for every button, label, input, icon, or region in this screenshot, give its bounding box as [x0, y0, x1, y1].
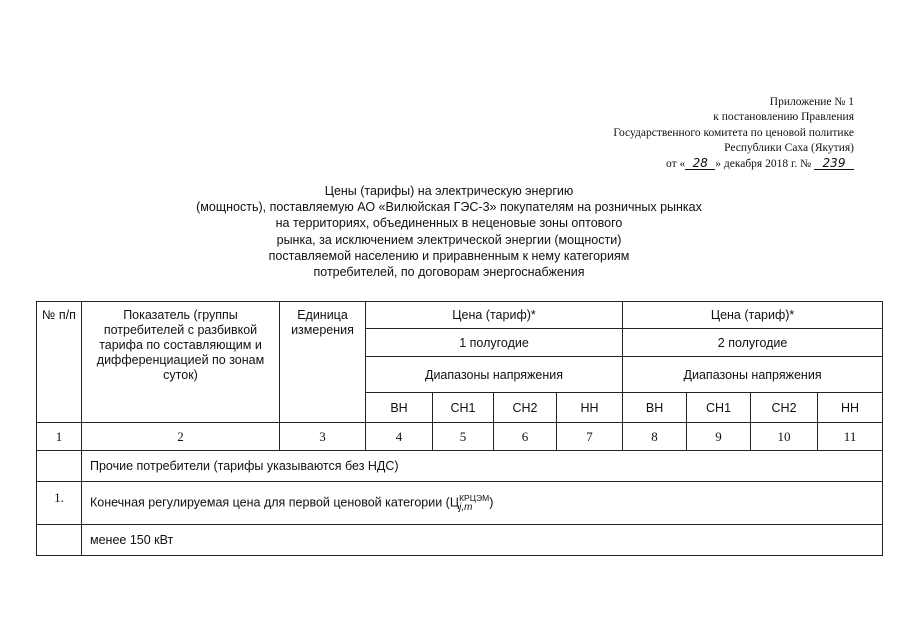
column-number: 4	[366, 423, 433, 451]
column-number: 10	[751, 423, 818, 451]
header-voltage: СН2	[494, 393, 557, 423]
title-line: рынка, за исключением электрической энергии (мощности)	[276, 232, 622, 247]
appendix-republic: Республики Саха (Якутия)	[724, 142, 854, 155]
date-middle: » декабря 2018 г. №	[715, 157, 812, 170]
formula-close: )	[489, 495, 494, 510]
price-formula	[459, 494, 489, 512]
column-number: 2	[82, 423, 280, 451]
column-number: 7	[557, 423, 623, 451]
header-indicator: Показатель (группы потребителей с разбивкой тарифа по составляющим и дифференциацией по зонам суток)	[82, 302, 280, 423]
appendix-header	[613, 95, 854, 172]
tariff-table	[36, 301, 883, 556]
row-final-price-first-category	[82, 482, 883, 525]
appendix-resolution: к постановлению Правления	[713, 111, 854, 124]
title-line: поставляемой населению и приравненным к нему категориям	[268, 248, 630, 263]
row-num	[37, 451, 82, 482]
handwritten-day: 28	[685, 157, 715, 170]
table-row	[37, 482, 883, 525]
column-number: 1	[37, 423, 82, 451]
appendix-title: Приложение № 1	[769, 96, 854, 108]
row-num	[37, 525, 82, 556]
header-voltage: НН	[818, 393, 883, 423]
header-half-2: 2 полугодие	[623, 329, 883, 357]
title-line: (мощность), поставляемую АО «Вилюйская ГЭС-3» покупателям на розничных рынках	[196, 200, 702, 215]
title-line: на территориях, объединенных в неценовые зоны оптового	[275, 216, 623, 231]
header-voltage: НН	[557, 393, 623, 423]
row-num: 1.	[37, 482, 82, 525]
column-number: 8	[623, 423, 687, 451]
header-voltage: ВН	[623, 393, 687, 423]
title-line: потребителей, по договорам энергоснабжения	[313, 265, 585, 280]
column-number: 9	[687, 423, 751, 451]
formula-superscript: КРЦЭМ	[459, 493, 490, 503]
handwritten-doc-number: 239	[814, 157, 854, 170]
header-num: № п/п	[37, 302, 82, 423]
header-unit: Единица измерения	[280, 302, 366, 423]
header-voltage: СН1	[687, 393, 751, 423]
header-price-2: Цена (тариф)*	[623, 302, 883, 329]
header-voltage: СН2	[751, 393, 818, 423]
row-other-consumers: Прочие потребители (тарифы указываются без НДС)	[82, 451, 883, 482]
header-voltage: СН1	[433, 393, 494, 423]
header-voltage-ranges-2: Диапазоны напряжения	[623, 357, 883, 393]
header-price-1: Цена (тариф)*	[366, 302, 623, 329]
column-number: 3	[280, 423, 366, 451]
header-voltage-ranges-1: Диапазоны напряжения	[366, 357, 623, 393]
header-voltage: ВН	[366, 393, 433, 423]
appendix-committee: Государственного комитета по ценовой политике	[613, 126, 854, 139]
column-number: 11	[818, 423, 883, 451]
header-half-1: 1 полугодие	[366, 329, 623, 357]
row-text: Конечная регулируемая цена для первой ценовой категории (Ц	[90, 495, 460, 510]
table-row	[37, 451, 883, 482]
appendix-date-line	[613, 157, 854, 172]
row-less-150kw: менее 150 кВт	[82, 525, 883, 556]
table-row	[37, 525, 883, 556]
formula-subscript: j,m	[459, 502, 473, 513]
column-number: 5	[433, 423, 494, 451]
title-line: Цены (тарифы) на электрическую энергию	[324, 184, 574, 198]
column-number-row	[37, 423, 883, 451]
date-prefix: от «	[665, 157, 686, 170]
column-number: 6	[494, 423, 557, 451]
document-title	[0, 183, 898, 280]
